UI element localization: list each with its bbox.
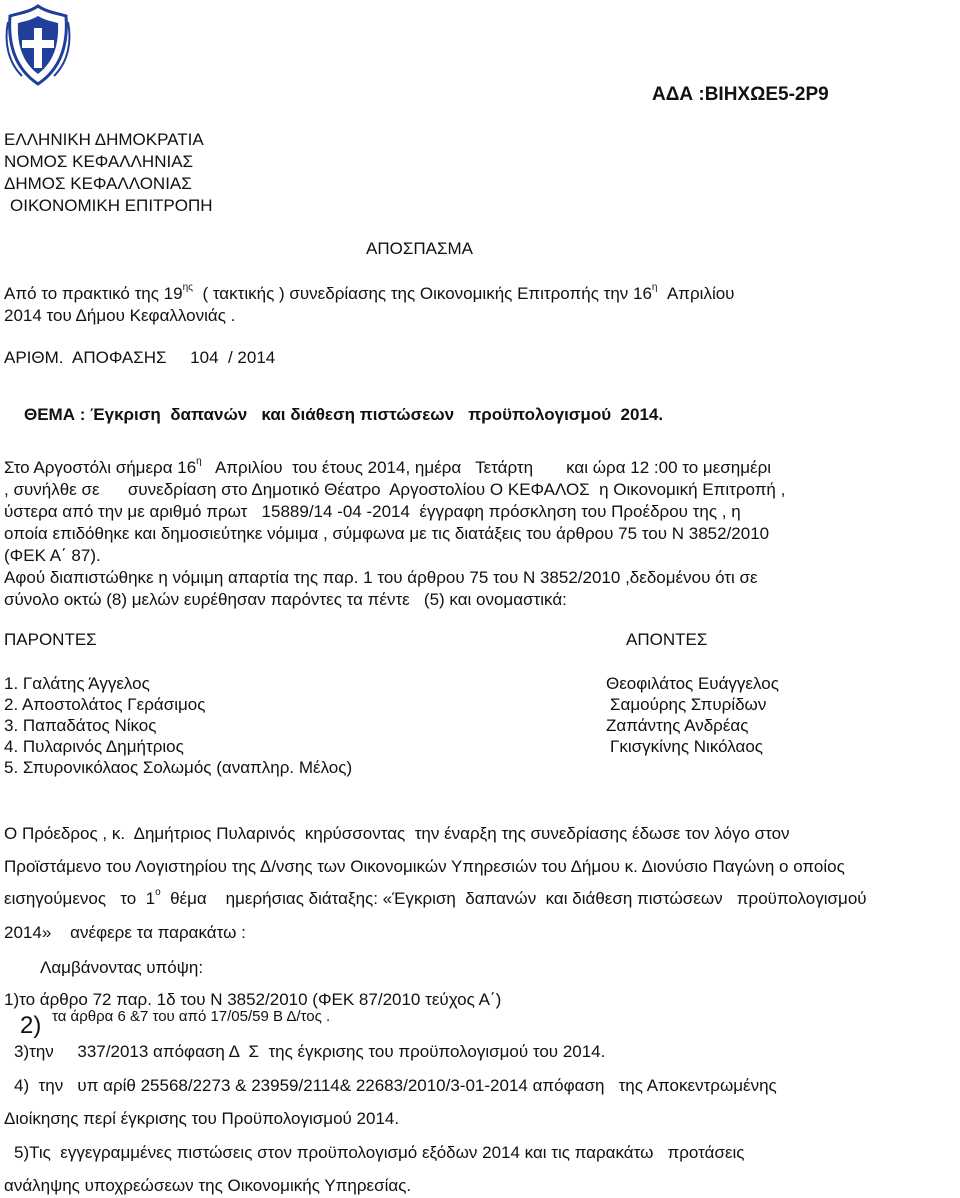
present-member: 4. Πυλαρινός Δημήτριος [4, 737, 184, 756]
absent-member: Ζαπάντης Ανδρέας [606, 716, 749, 735]
intro-line-2: 2014 του Δήμου Κεφαλλονιάς . [4, 306, 236, 325]
present-member: 3. Παπαδάτος Νίκος [4, 716, 157, 735]
legal-item-3: 3)την 337/2013 απόφαση Δ Σ της έγκρισης του προϋπολογισμού του 2014. [14, 1042, 606, 1061]
legal-item-2: τα άρθρα 6 &7 του από 17/05/59 Β Δ/τος . [52, 1008, 331, 1025]
present-member: 2. Αποστολάτος Γεράσιμος [4, 695, 206, 714]
header-line-4: ΟΙΚΟΝΟΜΙΚΗ ΕΠΙΤΡΟΠΗ [10, 196, 213, 215]
decision-number: ΑΡΙΘΜ. ΑΠΟΦΑΣΗΣ 104 / 2014 [4, 348, 276, 367]
legal-item-2-number: 2) [20, 1012, 42, 1039]
meeting-line-6: Αφού διαπιστώθηκε η νόμιμη απαρτία της παρ. 1 του άρθρου 75 του Ν 3852/2010 ,δεδομένου ότι σε [4, 568, 758, 587]
meeting-line-5: (ΦΕΚ Α΄ 87). [4, 546, 101, 565]
body-paragraph-2: Προϊστάμενο του Λογιστηρίου της Δ/νσης των Οικονομικών Υπηρεσιών του Δήμου κ. Διονύσιο Παγώνη ο οποίος [4, 857, 845, 876]
absent-heading: ΑΠΟΝΤΕΣ [626, 630, 708, 649]
legal-item-4-continued: Διοίκησης περί έγκρισης του Προϋπολογισμού 2014. [4, 1109, 400, 1128]
legal-item-5-continued: ανάληψης υποχρεώσεων της Οικονομικής Υπηρεσίας. [4, 1176, 412, 1195]
ada-code: ΑΔΑ :ΒΙΗΧΩΕ5-2Ρ9 [652, 84, 829, 105]
header-line-2: ΝΟΜΟΣ ΚΕΦΑΛΛΗΝΙΑΣ [4, 152, 194, 171]
body-paragraph-1: Ο Πρόεδρος , κ. Δημήτριος Πυλαρινός κηρύσσοντας την έναρξη της συνεδρίασης έδωσε τον λόγο στον [4, 824, 790, 843]
intro-line-1: Από το πρακτικό της $19^{\eta\varsigma}$ ( τακτικής ) συνεδρίασης της Οικονομικής Επιτροπής την $16^\eta$ Απριλίου [4, 282, 735, 303]
subject: ΘΕΜΑ : Έγκριση δαπανών και διάθεση πιστώσεων προϋπολογισμού 2014. [24, 405, 664, 424]
header-line-3: ΔΗΜΟΣ ΚΕΦΑΛΛΟΝΙΑΣ [4, 174, 192, 193]
present-heading: ΠΑΡΟΝΤΕΣ [4, 630, 97, 649]
meeting-line-3: ύστερα από την με αριθμό πρωτ 15889/14 -04 -2014 έγγραφη πρόσκληση του Προέδρου της , η [4, 502, 741, 521]
absent-member: Σαμούρης Σπυρίδων [610, 695, 767, 714]
considering-heading: Λαμβάνοντας υπόψη: [40, 958, 204, 977]
legal-item-5: 5)Τις εγγεγραμμένες πιστώσεις στον προϋπολογισμό εξόδων 2014 και τις παρακάτω προτάσεις [14, 1143, 745, 1162]
meeting-line-1: Στο Αργοστόλι σήμερα $16^\eta$ Απριλίου του έτους 2014, ημέρα Τετάρτη και ώρα 12 :00 το μεσημέρι [4, 456, 772, 477]
absent-member: Γκισγκίνης Νικόλαος [610, 737, 763, 756]
meeting-line-4: οποία επιδόθηκε και δημοσιεύτηκε νόμιμα , σύμφωνα με τις διατάξεις του άρθρου 75 του Ν 3852/2010 [4, 524, 770, 543]
present-member: 5. Σπυρονικόλαος Σολωμός (αναπληρ. Μέλος) [4, 758, 353, 777]
header-line-1: ΕΛΛΗΝΙΚΗ ΔΗΜΟΚΡΑΤΙΑ [4, 130, 204, 149]
present-member: 1. Γαλάτης Άγγελος [4, 674, 150, 693]
absent-member: Θεοφιλάτος Ευάγγελος [606, 674, 779, 693]
body-paragraph-3: εισηγούμενος το $1^o$ θέμα ημερήσιας διάταξης: «Έγκριση δαπανών και διάθεση πιστώσεων προϋπολογισμού [4, 887, 867, 908]
legal-item-1: 1)το άρθρο 72 παρ. 1δ του Ν 3852/2010 (ΦΕΚ 87/2010 τεύχος Α΄) [4, 990, 502, 1009]
coat-of-arms-icon [2, 2, 74, 88]
document-title: ΑΠΟΣΠΑΣΜΑ [366, 239, 473, 258]
body-paragraph-4: 2014» ανέφερε τα παρακάτω : [4, 923, 246, 942]
legal-item-4: 4) την υπ αρίθ 25568/2273 & 23959/2114& 22683/2010/3-01-2014 απόφαση της Αποκεντρωμένης [14, 1076, 777, 1095]
meeting-line-2: , συνήλθε σε συνεδρίαση στο Δημοτικό Θέατρο Αργοστολίου Ο ΚΕΦΑΛΟΣ η Οικονομική Επιτροπή , [4, 480, 786, 499]
meeting-line-7: σύνολο οκτώ (8) μελών ευρέθησαν παρόντες τα πέντε (5) και ονομαστικά: [4, 590, 567, 609]
